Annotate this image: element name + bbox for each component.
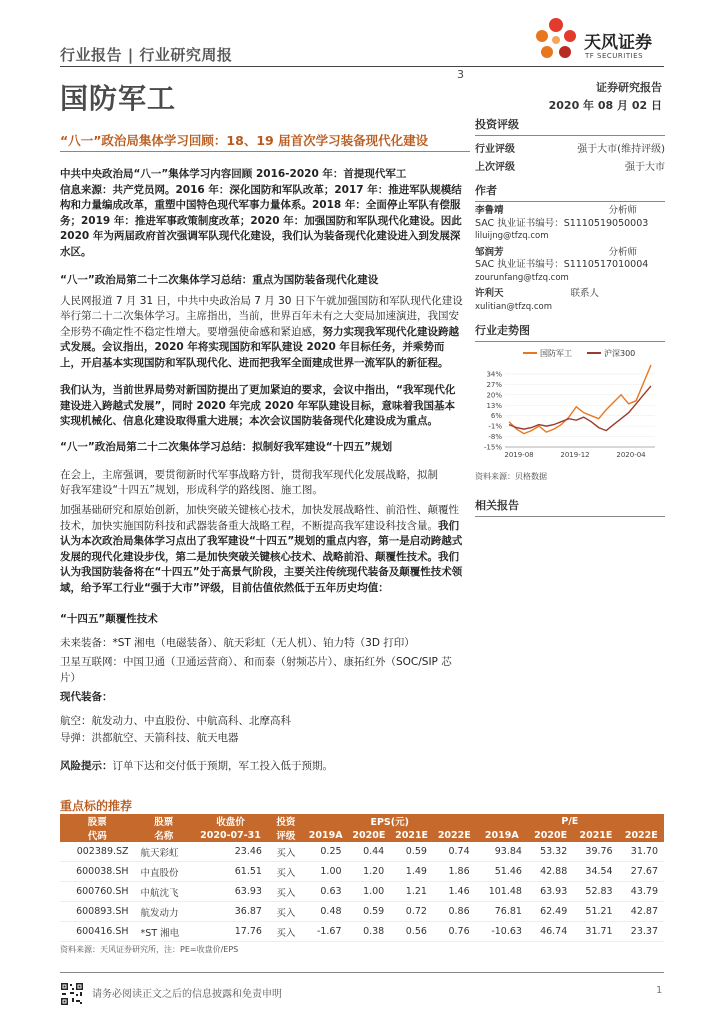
author-cert: SAC 执业证书编号：S1110519050003 bbox=[475, 217, 649, 229]
table-cell: 53.32 bbox=[528, 842, 573, 862]
stock-table bbox=[60, 814, 664, 942]
table-subheader-row bbox=[60, 828, 664, 842]
table-body bbox=[60, 842, 664, 942]
table-cell: 101.48 bbox=[476, 882, 528, 902]
th-sub: 2020E bbox=[348, 828, 391, 842]
para-5 bbox=[60, 503, 464, 596]
section-3-heading: “八一”政治局第二十二次集体学习总结：拟制好我军建设“十四五”规划 bbox=[60, 441, 393, 453]
table-cell: 600760.SH bbox=[60, 882, 135, 902]
chart-x-axis bbox=[504, 451, 646, 459]
table-cell: 0.72 bbox=[390, 902, 433, 922]
para-4-text: 在会上，主席强调，要贯彻新时代军事战略方针，贯彻我军现代化发展战略，拟制 bbox=[60, 468, 438, 481]
para-5-bold: 我们认为本次政治局集体学习点出了我军建设“十四五”规划的重点内容，第一是启动跨越式发展的现代化建设步伐，第二是加快突破关键核心技术、战略前沿、颠覆性技术。我们认为我国防装备将在“十四五”处于高景气阶段，主要关注传统现代装备及颠覆性技术领域，给予军工行业“强于大市”评级，目前估值依然低于五年历史均值： bbox=[60, 519, 463, 594]
table-cell: 0.59 bbox=[390, 842, 433, 862]
th-sub: 2019A bbox=[476, 828, 528, 842]
para-3-text: 我们认为，当前世界局势对新国防提出了更加紧迫的要求，会议中指出，“我军现代化建设进入跨越式发展”，同时 2020 年完成 2020 年军队建设目标，意味着我国基本实现机械化、信息化建设取得重大进展；本次会议国防装备现代化建设成为重点。 bbox=[60, 384, 456, 427]
x-tick-label: 2019-12 bbox=[560, 451, 590, 459]
author-email[interactable]: xulitian@tfzq.com bbox=[475, 301, 552, 312]
y-tick-label: 6% bbox=[490, 412, 502, 421]
th-sub: 2022E bbox=[433, 828, 476, 842]
industry-rating-label: 行业评级 bbox=[475, 144, 515, 155]
legend-label-defense: 国防军工 bbox=[540, 349, 572, 358]
author-list bbox=[475, 205, 665, 313]
rating-divider bbox=[475, 135, 665, 136]
table-cell: 52.83 bbox=[573, 882, 618, 902]
prev-rating-label: 上次评级 bbox=[475, 162, 515, 173]
y-tick-label: -1% bbox=[488, 422, 502, 431]
table-cell: 23.46 bbox=[193, 842, 268, 862]
author-item bbox=[475, 247, 665, 285]
table-cell: -1.67 bbox=[304, 922, 348, 942]
table-cell: 600416.SH bbox=[60, 922, 135, 942]
para-2 bbox=[60, 294, 464, 372]
related-divider bbox=[475, 516, 665, 517]
related-panel bbox=[475, 497, 665, 517]
header-divider bbox=[60, 66, 664, 67]
table-row bbox=[60, 882, 664, 902]
table-cell: 93.84 bbox=[476, 842, 528, 862]
table-cell: 1.86 bbox=[433, 862, 476, 882]
table-cell: 航天彩虹 bbox=[135, 842, 194, 862]
th-sub: 2020-07-31 bbox=[193, 828, 268, 842]
table-cell: 62.49 bbox=[528, 902, 573, 922]
table-row bbox=[60, 862, 664, 882]
series-line-defense bbox=[509, 365, 651, 434]
y-tick-label: -15% bbox=[483, 443, 502, 452]
table-cell: 36.87 bbox=[193, 902, 268, 922]
rating-row-industry bbox=[475, 140, 665, 155]
th-eps: EPS(元) bbox=[304, 814, 476, 828]
table-cell: 0.86 bbox=[433, 902, 476, 922]
report-date: 2020 年 08 月 02 日 bbox=[548, 99, 662, 112]
logo-flower-icon bbox=[532, 16, 582, 64]
y-tick-label: 13% bbox=[486, 401, 502, 410]
y-tick-label: -8% bbox=[488, 433, 502, 442]
list-item: 卫星互联网：中国卫通（卫通运营商）、和而泰（射频芯片）、康拓红外（SOC/SIP 芯片） bbox=[60, 656, 452, 684]
logo-text: 天风证券 bbox=[584, 33, 652, 53]
legend-label-hs300: 沪深300 bbox=[604, 349, 636, 358]
y-tick-label: 27% bbox=[486, 380, 502, 389]
table-cell: 31.71 bbox=[573, 922, 618, 942]
table-cell: 1.00 bbox=[348, 882, 391, 902]
table-row bbox=[60, 842, 664, 862]
authors-divider bbox=[475, 201, 665, 202]
th-sub: 2022E bbox=[619, 828, 664, 842]
th-sub: 2021E bbox=[573, 828, 618, 842]
th-price: 收盘价 bbox=[193, 814, 268, 828]
logo-subtext: TF SECURITIES bbox=[585, 52, 644, 60]
table-cell: 61.51 bbox=[193, 862, 268, 882]
th-sub: 名称 bbox=[135, 828, 194, 842]
author-email[interactable]: liluijng@tfzq.com bbox=[475, 231, 549, 241]
table-cell: 0.63 bbox=[304, 882, 348, 902]
table-cell: 买入 bbox=[268, 882, 304, 902]
table-cell: 买入 bbox=[268, 902, 304, 922]
th-sub: 2020E bbox=[528, 828, 573, 842]
chart-legend bbox=[523, 348, 635, 358]
table-cell: 51.46 bbox=[476, 862, 528, 882]
section-4-heading: “十四五”颠覆性技术 bbox=[60, 613, 158, 625]
table-cell: 0.76 bbox=[433, 922, 476, 942]
page-marker: 3 bbox=[457, 68, 464, 81]
section-4 bbox=[60, 612, 464, 774]
section-3 bbox=[60, 440, 464, 499]
th-rating: 投资 bbox=[268, 814, 304, 828]
table-cell: 39.76 bbox=[573, 842, 618, 862]
table-cell: 中直股份 bbox=[135, 862, 194, 882]
author-name: 许利天 bbox=[475, 288, 504, 299]
table-cell: 46.74 bbox=[528, 922, 573, 942]
th-sub: 代码 bbox=[60, 828, 135, 842]
author-name: 李鲁靖 bbox=[475, 205, 504, 216]
authors-title: 作者 bbox=[475, 184, 497, 197]
table-row bbox=[60, 902, 664, 922]
table-cell: 600038.SH bbox=[60, 862, 135, 882]
th-pe: P/E bbox=[476, 814, 664, 828]
risk-warning bbox=[60, 759, 464, 775]
y-tick-label: 20% bbox=[486, 391, 502, 400]
para-2-text: 人民网报道 7 月 31 日，中共中央政治局 7 月 30 日下午就加强国防和军队现代化建设举行第二十二次集体学习。主席指出，当前，世界百年未有之大变局加速演进，我国安全形势不确定性不稳定性增大。要增强使命感和紧迫感， bbox=[60, 294, 463, 338]
author-cert: SAC 执业证书编号：S1110517010004 bbox=[475, 259, 649, 270]
para-1: 信息来源：共产党员网。2016 年：深化国防和军队改革；2017 年：推进军队规模结构和力量编成改革，重塑中国特色现代军事力量体系。2018 年：全面停止军队有偿服务；2019 年：推进军事政策制度改革；2020 年：加强国防和军队现代化建设。因此 2020 年为两届政府首次强调军队现代化建设，我们认为装备现代化建设进入到发展深水区。 bbox=[60, 183, 462, 258]
table-cell: 43.79 bbox=[619, 882, 664, 902]
table-cell: 63.93 bbox=[193, 882, 268, 902]
chart-source: 资料来源：贝格数据 bbox=[475, 472, 547, 481]
table-cell: 1.21 bbox=[390, 882, 433, 902]
table-cell: 0.38 bbox=[348, 922, 391, 942]
author-role: 分析师 bbox=[608, 246, 637, 258]
author-name: 邹润芳 bbox=[475, 246, 504, 258]
table-header-row bbox=[60, 814, 664, 828]
table-cell: 0.74 bbox=[433, 842, 476, 862]
table-cell: 0.56 bbox=[390, 922, 433, 942]
industry-rating-value: 强于大市(维持评级) bbox=[577, 144, 665, 155]
table-note: 资料来源：天风证券研究所，注：PE=收盘价/EPS bbox=[60, 945, 239, 954]
table-title: 重点标的推荐 bbox=[60, 799, 133, 813]
para-4-text2: 好我军建设“十四五”规划，形成科学的路线图、施工图。 bbox=[60, 484, 323, 496]
author-role: 分析师 bbox=[608, 205, 637, 216]
table-cell: 600893.SH bbox=[60, 902, 135, 922]
th-name: 股票 bbox=[135, 814, 194, 828]
table-cell: 0.25 bbox=[304, 842, 348, 862]
table-cell: *ST 湘电 bbox=[135, 922, 194, 942]
author-role: 联系人 bbox=[570, 288, 599, 299]
th-sub: 评级 bbox=[268, 828, 304, 842]
th-code: 股票 bbox=[60, 814, 135, 828]
page-number: 1 bbox=[656, 985, 663, 996]
footer-disclaimer: 请务必阅读正文之后的信息披露和免责申明 bbox=[92, 989, 282, 1000]
table-cell: 002389.SZ bbox=[60, 842, 135, 862]
table-cell: 1.20 bbox=[348, 862, 391, 882]
footer-divider bbox=[60, 972, 664, 973]
doc-type: 证券研究报告 bbox=[596, 81, 662, 94]
y-tick-label: 34% bbox=[486, 370, 502, 379]
main-body bbox=[60, 167, 464, 260]
report-subtitle: “八一”政治局集体学习回顾：18、19 届首次学习装备现代化建设 bbox=[60, 133, 429, 148]
table-cell: 中航沈飞 bbox=[135, 882, 194, 902]
table-cell: -10.63 bbox=[476, 922, 528, 942]
list-item: 未来装备：*ST 湘电（电磁装备）、航天彩虹（无人机）、铂力特（3D 打印） bbox=[60, 636, 415, 649]
table-cell: 63.93 bbox=[528, 882, 573, 902]
risk-text: 订单下达和交付低于预期，军工投入低于预期。 bbox=[112, 759, 333, 772]
rating-panel bbox=[475, 116, 665, 173]
author-item bbox=[475, 288, 665, 313]
table-cell: 买入 bbox=[268, 842, 304, 862]
table-cell: 1.00 bbox=[304, 862, 348, 882]
trend-chart bbox=[475, 335, 665, 465]
x-tick-label: 2020-04 bbox=[616, 451, 646, 459]
authors-panel bbox=[475, 182, 665, 313]
table-row bbox=[60, 922, 664, 942]
table-cell: 1.46 bbox=[433, 882, 476, 902]
para-4 bbox=[60, 468, 464, 499]
table-cell: 76.81 bbox=[476, 902, 528, 922]
table-cell: 买入 bbox=[268, 922, 304, 942]
report-category: 行业报告 | 行业研究周报 bbox=[60, 46, 233, 64]
author-email[interactable]: zourunfang@tfzq.com bbox=[475, 272, 569, 283]
list-item: 导弹：洪都航空、天箭科技、航天电器 bbox=[60, 732, 239, 744]
table-cell: 0.48 bbox=[304, 902, 348, 922]
prev-rating-value: 强于大市 bbox=[625, 162, 665, 173]
table-cell: 航发动力 bbox=[135, 902, 194, 922]
table-cell: 买入 bbox=[268, 862, 304, 882]
table-cell: 17.76 bbox=[193, 922, 268, 942]
table-cell: 1.49 bbox=[390, 862, 433, 882]
table-cell: 0.59 bbox=[348, 902, 391, 922]
para-3 bbox=[60, 383, 464, 430]
section-5-heading: 现代装备： bbox=[60, 691, 113, 703]
th-sub: 2019A bbox=[304, 828, 348, 842]
section-2 bbox=[60, 273, 464, 371]
table-cell: 27.67 bbox=[619, 862, 664, 882]
rating-title: 投资评级 bbox=[475, 118, 519, 131]
risk-label: 风险提示： bbox=[60, 759, 113, 772]
table-cell: 42.87 bbox=[619, 902, 664, 922]
table-cell: 51.21 bbox=[573, 902, 618, 922]
table-cell: 0.44 bbox=[348, 842, 391, 862]
trend-title: 行业走势图 bbox=[475, 324, 530, 337]
table-cell: 42.88 bbox=[528, 862, 573, 882]
th-sub: 2021E bbox=[390, 828, 433, 842]
author-item bbox=[475, 205, 665, 243]
x-tick-label: 2019-08 bbox=[504, 451, 534, 459]
table-cell: 34.54 bbox=[573, 862, 618, 882]
list-item: 航空：航发动力、中直股份、中航高科、北摩高科 bbox=[60, 714, 291, 727]
table-cell: 31.70 bbox=[619, 842, 664, 862]
related-title[interactable]: 相关报告 bbox=[475, 499, 519, 512]
table-cell: 23.37 bbox=[619, 922, 664, 942]
section-2-heading: “八一”政治局第二十二次集体学习总结：重点为国防装备现代化建设 bbox=[60, 274, 379, 286]
chart-series bbox=[509, 365, 651, 434]
page-title: 国防军工 bbox=[60, 82, 177, 115]
para-1-heading: 中共中央政治局“八一”集体学习内容回顾 2016-2020 年：首提现代军工 bbox=[60, 168, 407, 180]
qr-code-icon bbox=[60, 982, 84, 1006]
series-line-hs300 bbox=[509, 386, 651, 431]
para-5-text: 加强基础研究和原始创新，加快突破关键核心技术，加快发展战略性、前沿性、颠覆性技术，加快实施国防科技和武器装备重大战略工程，不断提高我军建设科技含量。 bbox=[60, 504, 459, 532]
para-2-bold: 努力实现我军现代化建设跨越式发展。会议指出，2020 年将实现国防和军队建设 2020 年目标任务，并乘势而上，开启基本实现国防和军队现代化、进而把我军全面建成世界一流军队的新征程。 bbox=[60, 325, 459, 369]
subtitle-divider bbox=[60, 151, 470, 152]
rating-row-prev bbox=[475, 158, 665, 173]
